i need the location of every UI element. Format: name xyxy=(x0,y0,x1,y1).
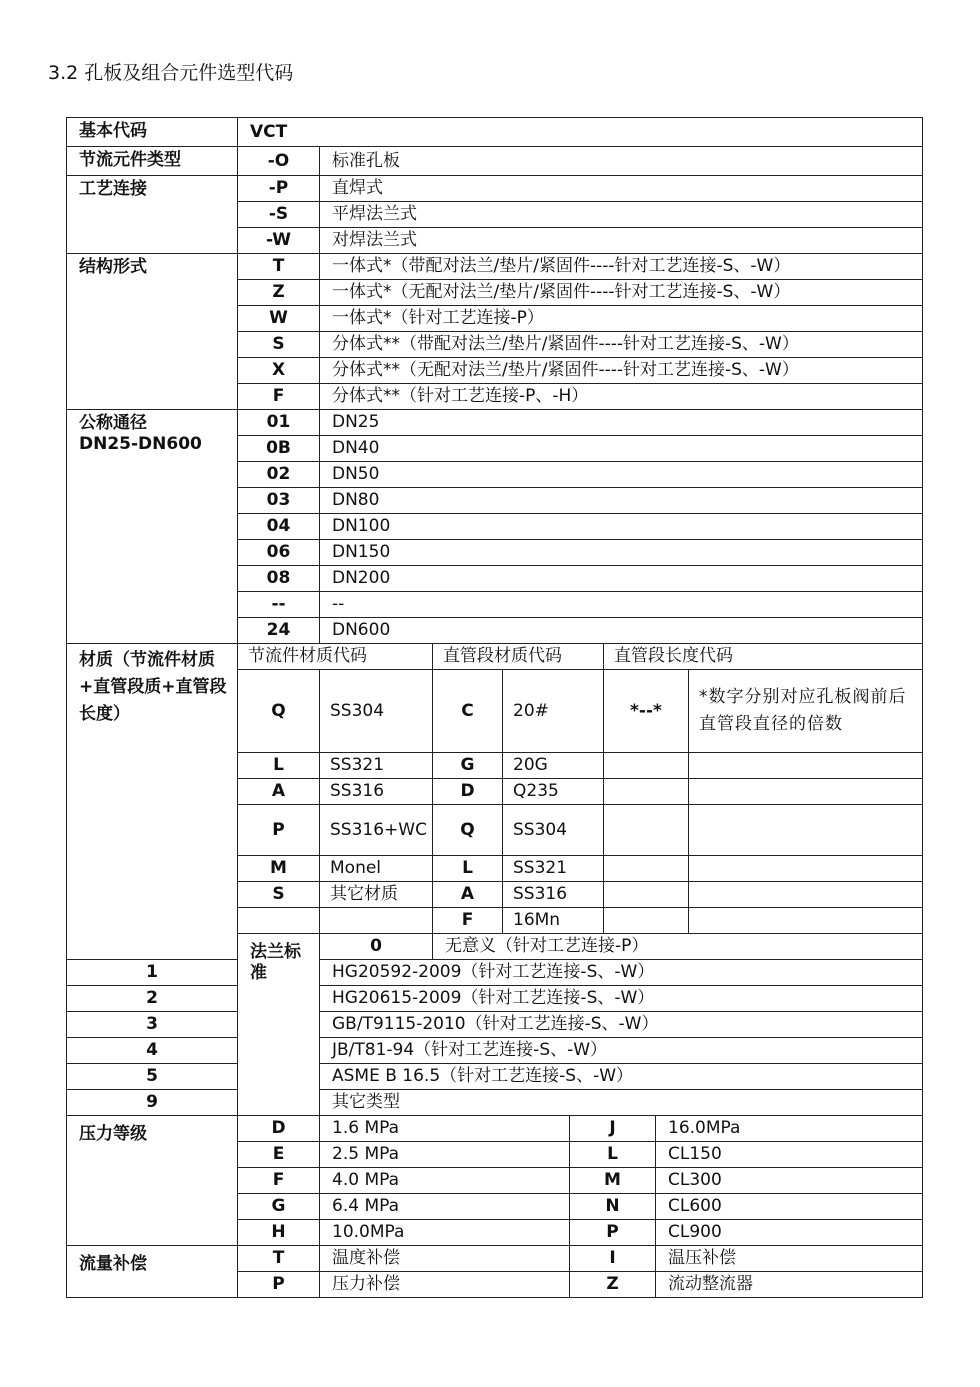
empty-cell xyxy=(689,779,923,805)
diameter-label-line1: 公称通径 xyxy=(79,413,147,433)
option-desc: 无意义（针对工艺连接-P） xyxy=(433,934,923,960)
option-code: N xyxy=(570,1194,656,1220)
option-code: 03 xyxy=(238,488,320,514)
option-desc: DN100 xyxy=(320,514,923,540)
flange-row xyxy=(67,1064,923,1090)
option-code: T xyxy=(238,254,320,280)
option-desc: HG20592-2009（针对工艺连接-S、-W） xyxy=(320,960,923,986)
pressure-row xyxy=(67,1116,923,1142)
element-type-code: -O xyxy=(238,147,320,176)
option-desc: GB/T9115-2010（针对工艺连接-S、-W） xyxy=(320,1012,923,1038)
option-code: 06 xyxy=(238,540,320,566)
option-desc: 一体式*（带配对法兰/垫片/紧固件----针对工艺连接-S、-W） xyxy=(320,254,923,280)
option-code: Z xyxy=(570,1272,656,1298)
structure-row xyxy=(67,254,923,280)
option-code: -W xyxy=(238,228,320,254)
option-code: F xyxy=(238,1168,320,1194)
option-desc: SS304 xyxy=(320,670,433,753)
option-desc: 分体式**（无配对法兰/垫片/紧固件----针对工艺连接-S、-W） xyxy=(320,358,923,384)
option-code: C xyxy=(433,670,503,753)
option-code: 08 xyxy=(238,566,320,592)
option-desc: 16Mn xyxy=(503,908,604,934)
material-header-row xyxy=(67,644,923,670)
option-code: D xyxy=(238,1116,320,1142)
option-desc: 20G xyxy=(503,753,604,779)
option-code: 0 xyxy=(320,934,433,960)
option-desc: DN200 xyxy=(320,566,923,592)
option-code: M xyxy=(570,1168,656,1194)
empty-cell xyxy=(689,856,923,882)
option-code: D xyxy=(433,779,503,805)
option-desc: 直焊式 xyxy=(320,176,923,202)
option-desc: 其它材质 xyxy=(320,882,433,908)
empty-cell xyxy=(604,908,689,934)
empty-cell xyxy=(689,753,923,779)
diameter-label-line2: DN25-DN600 xyxy=(79,434,202,454)
option-code: 04 xyxy=(238,514,320,540)
option-code: P xyxy=(238,1272,320,1298)
pipe-material-header: 直管段材质代码 xyxy=(433,644,604,670)
option-desc: 20# xyxy=(503,670,604,753)
throttle-material-header: 节流件材质代码 xyxy=(238,644,433,670)
option-desc: HG20615-2009（针对工艺连接-S、-W） xyxy=(320,986,923,1012)
selection-code-table xyxy=(66,117,923,1298)
base-code-row xyxy=(67,118,923,147)
option-code: S xyxy=(238,882,320,908)
flange-row xyxy=(67,960,923,986)
option-code: F xyxy=(433,908,503,934)
flange-row xyxy=(67,1012,923,1038)
option-desc: 6.4 MPa xyxy=(320,1194,570,1220)
option-desc: Q235 xyxy=(503,779,604,805)
option-desc: SS321 xyxy=(320,753,433,779)
option-code: 24 xyxy=(238,618,320,644)
option-desc: SS304 xyxy=(503,805,604,856)
option-desc: CL300 xyxy=(656,1168,923,1194)
option-desc: SS316+WC xyxy=(320,805,433,856)
option-desc: 温压补偿 xyxy=(656,1246,923,1272)
option-code: 01 xyxy=(238,410,320,436)
option-code: J xyxy=(570,1116,656,1142)
section-title: 3.2 孔板及组合元件选型代码 xyxy=(48,62,294,84)
option-desc: 16.0MPa xyxy=(656,1116,923,1142)
option-desc: 10.0MPa xyxy=(320,1220,570,1246)
option-code: Q xyxy=(433,805,503,856)
base-code-value: VCT xyxy=(238,118,923,147)
option-desc: SS316 xyxy=(320,779,433,805)
option-desc: CL900 xyxy=(656,1220,923,1246)
option-desc: 压力补偿 xyxy=(320,1272,570,1298)
option-code: S xyxy=(238,332,320,358)
flange-label: 法兰标准 xyxy=(238,934,320,1116)
option-desc: 平焊法兰式 xyxy=(320,202,923,228)
empty-cell xyxy=(604,753,689,779)
diameter-row xyxy=(67,410,923,436)
option-code: M xyxy=(238,856,320,882)
option-code: P xyxy=(570,1220,656,1246)
option-code: G xyxy=(238,1194,320,1220)
option-desc: SS321 xyxy=(503,856,604,882)
empty-cell xyxy=(689,882,923,908)
option-code: L xyxy=(570,1142,656,1168)
empty-cell xyxy=(689,908,923,934)
empty-cell xyxy=(604,856,689,882)
option-code: 2 xyxy=(67,986,238,1012)
option-code: 3 xyxy=(67,1012,238,1038)
process-connection-row xyxy=(67,176,923,202)
option-code: X xyxy=(238,358,320,384)
option-desc: 分体式**（针对工艺连接-P、-H） xyxy=(320,384,923,410)
compensation-label: 流量补偿 xyxy=(67,1246,238,1298)
option-code: T xyxy=(238,1246,320,1272)
option-code: I xyxy=(570,1246,656,1272)
option-desc: CL600 xyxy=(656,1194,923,1220)
option-code: -P xyxy=(238,176,320,202)
option-desc: Monel xyxy=(320,856,433,882)
element-type-label: 节流元件类型 xyxy=(67,147,238,176)
option-desc: -- xyxy=(320,592,923,618)
option-desc: 2.5 MPa xyxy=(320,1142,570,1168)
option-code: A xyxy=(433,882,503,908)
option-desc: 温度补偿 xyxy=(320,1246,570,1272)
option-desc: 分体式**（带配对法兰/垫片/紧固件----针对工艺连接-S、-W） xyxy=(320,332,923,358)
flange-row xyxy=(67,1090,923,1116)
flange-row xyxy=(67,986,923,1012)
pipe-length-header: 直管段长度代码 xyxy=(604,644,923,670)
option-code: 1 xyxy=(67,960,238,986)
option-desc: DN150 xyxy=(320,540,923,566)
empty-cell xyxy=(604,805,689,856)
pressure-label: 压力等级 xyxy=(67,1116,238,1246)
option-desc: 4.0 MPa xyxy=(320,1168,570,1194)
option-desc: 一体式*（针对工艺连接-P） xyxy=(320,306,923,332)
option-desc: DN80 xyxy=(320,488,923,514)
option-desc: CL150 xyxy=(656,1142,923,1168)
option-code: W xyxy=(238,306,320,332)
option-desc: JB/T81-94（针对工艺连接-S、-W） xyxy=(320,1038,923,1064)
option-desc: DN40 xyxy=(320,436,923,462)
option-code: G xyxy=(433,753,503,779)
option-code: Z xyxy=(238,280,320,306)
option-desc: DN25 xyxy=(320,410,923,436)
option-desc: 1.6 MPa xyxy=(320,1116,570,1142)
option-desc: 流动整流器 xyxy=(656,1272,923,1298)
length-code: *--* xyxy=(604,670,689,753)
option-code: 4 xyxy=(67,1038,238,1064)
length-note: *数字分别对应孔板阀前后直管段直径的倍数 xyxy=(689,670,923,753)
empty-cell xyxy=(604,882,689,908)
option-desc: ASME B 16.5（针对工艺连接-S、-W） xyxy=(320,1064,923,1090)
option-code: 5 xyxy=(67,1064,238,1090)
option-code: A xyxy=(238,779,320,805)
diameter-label xyxy=(67,410,238,644)
material-label: 材质（节流件材质+直管段质+直管段长度） xyxy=(67,644,238,960)
compensation-row xyxy=(67,1246,923,1272)
option-code: 02 xyxy=(238,462,320,488)
option-code: Q xyxy=(238,670,320,753)
option-desc: 对焊法兰式 xyxy=(320,228,923,254)
option-code: -S xyxy=(238,202,320,228)
option-desc: DN50 xyxy=(320,462,923,488)
option-desc: 一体式*（无配对法兰/垫片/紧固件----针对工艺连接-S、-W） xyxy=(320,280,923,306)
option-code: 0B xyxy=(238,436,320,462)
option-code: F xyxy=(238,384,320,410)
option-code: 9 xyxy=(67,1090,238,1116)
option-desc: SS316 xyxy=(503,882,604,908)
element-type-desc: 标准孔板 xyxy=(320,147,923,176)
base-code-label: 基本代码 xyxy=(67,118,238,147)
option-code: P xyxy=(238,805,320,856)
option-code: L xyxy=(433,856,503,882)
option-desc: DN600 xyxy=(320,618,923,644)
element-type-row xyxy=(67,147,923,176)
process-connection-label: 工艺连接 xyxy=(67,176,238,254)
empty-cell xyxy=(604,779,689,805)
option-code: -- xyxy=(238,592,320,618)
option-code: H xyxy=(238,1220,320,1246)
option-desc xyxy=(320,908,433,934)
option-desc: 其它类型 xyxy=(320,1090,923,1116)
flange-row xyxy=(67,1038,923,1064)
option-code xyxy=(238,908,320,934)
structure-label: 结构形式 xyxy=(67,254,238,410)
empty-cell xyxy=(689,805,923,856)
option-code: E xyxy=(238,1142,320,1168)
option-code: L xyxy=(238,753,320,779)
